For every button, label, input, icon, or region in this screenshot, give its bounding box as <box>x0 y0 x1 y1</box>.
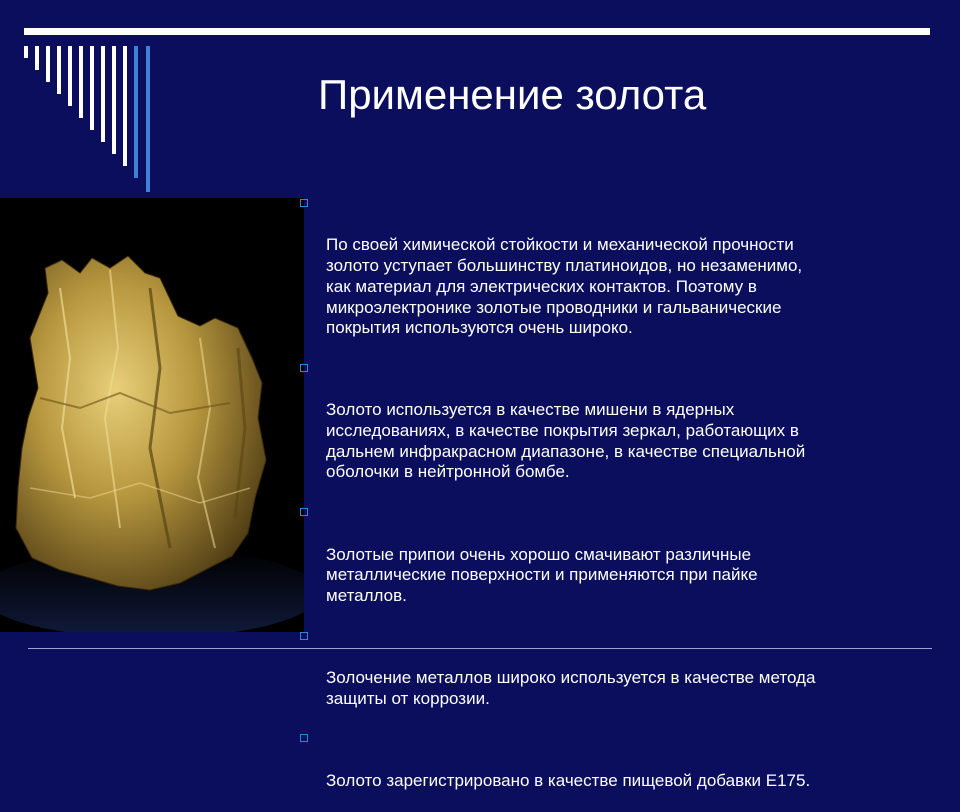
bullet-text: Золочение металлов широко используется в качестве метода защиты от коррозии. <box>326 668 816 708</box>
bullet-text: Золотые припои очень хорошо смачивают различные металлические поверхности и применяются при пайке металлов. <box>326 544 758 605</box>
bottom-divider-line <box>28 648 932 649</box>
bullet-item <box>300 359 945 483</box>
square-bullet-icon <box>300 364 308 372</box>
bullet-text: Золото зарегистрировано в качестве пищевой добавки E175. <box>326 770 811 790</box>
bullet-text: По своей химической стойкости и механической прочности золото уступает большинству платиноидов, но незаменимо, как материал для электрических контактов. Поэтому в микроэлектронике золотые проводники и гальванические покрытия используются очень широко. <box>326 235 803 338</box>
top-divider-line <box>24 28 930 35</box>
bullet-item <box>300 627 945 710</box>
bullet-item <box>300 729 945 791</box>
square-bullet-icon <box>300 734 308 742</box>
bullet-text: Золото используется в качестве мишени в ядерных исследованиях, в качестве покрытия зеркал, работающих в дальнем инфракрасном диапазоне, в качестве специальной оболочки в нейтронной бомбе. <box>326 400 806 482</box>
gold-nugget-image <box>0 198 304 632</box>
decorative-stripes <box>24 46 164 196</box>
bullet-item <box>300 503 945 607</box>
square-bullet-icon <box>300 199 308 207</box>
bullet-list <box>300 194 945 812</box>
bullet-item <box>300 194 945 339</box>
slide-title: Применение золота <box>318 71 707 118</box>
square-bullet-icon <box>300 508 308 516</box>
square-bullet-icon <box>300 632 308 640</box>
